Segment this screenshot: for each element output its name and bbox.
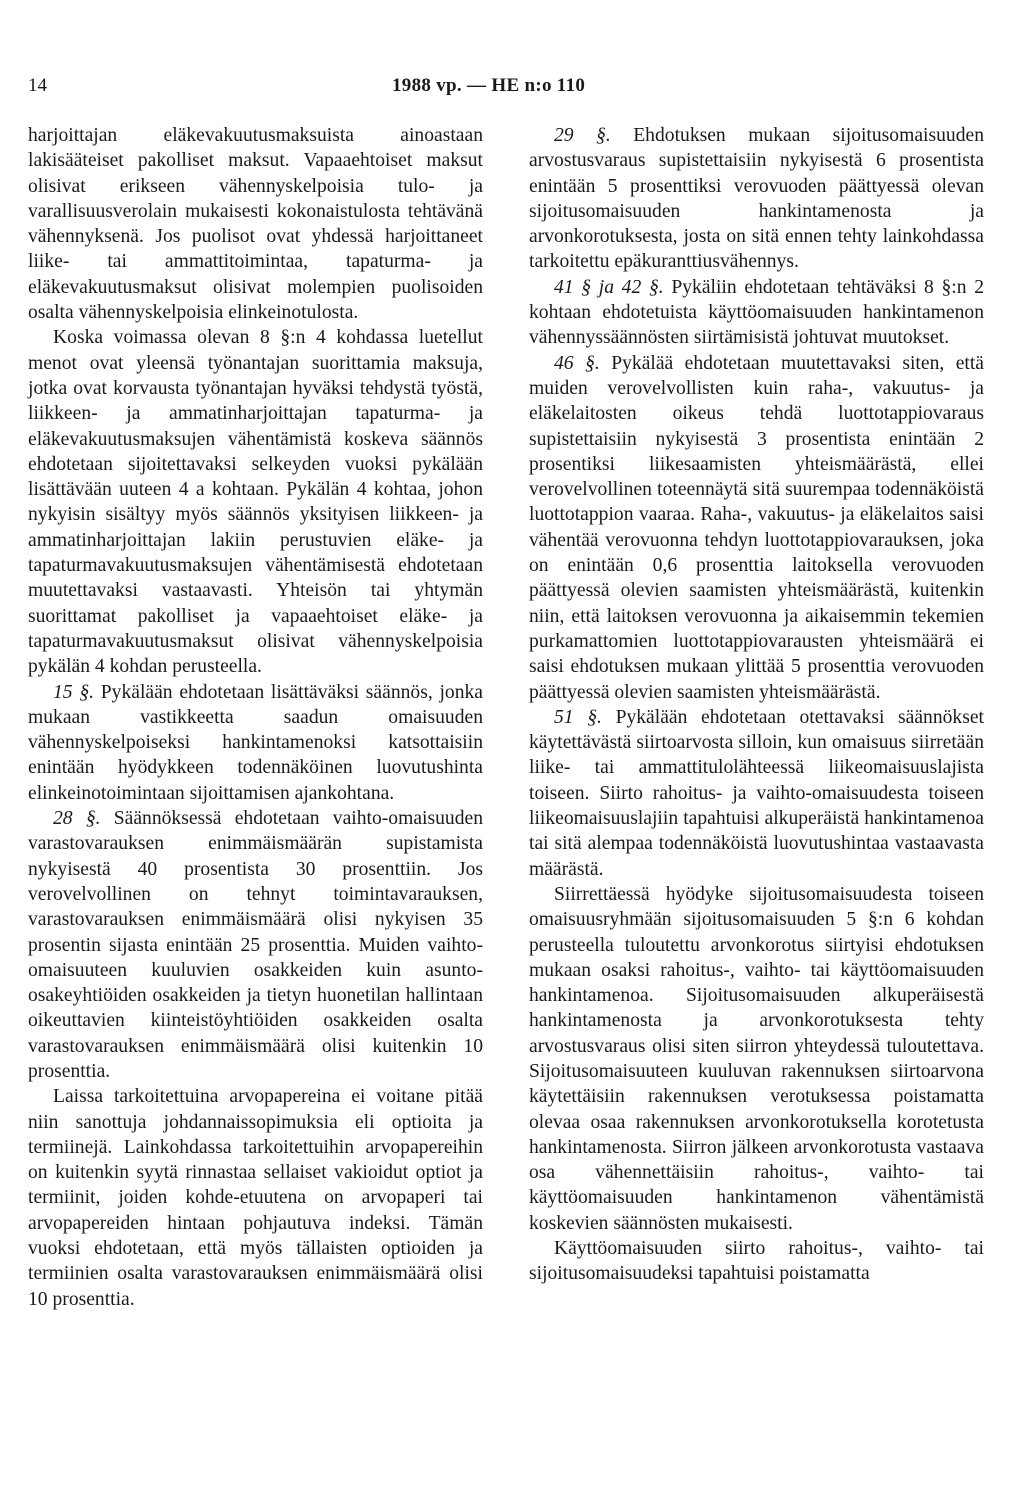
paragraph [529,1236,984,1287]
paragraph [28,806,483,1084]
paragraph [28,1084,483,1312]
section-ref: 15 §. [53,681,95,703]
paragraph [28,123,483,325]
paragraph-text: harjoittajan eläkevakuutusmaksuista ainoastaan lakisääteiset pakolliset maksut. Vapaaehtoiset maksut olisivat erikseen vähennyskelpoisia tulo- ja varallisuusverolain mukaisesti kokonaistulosta tehtävänä vähennyksenä. Jos puolisot ovat yhdessä harjoittaneet liike- tai ammattitoimintaa, tapaturma- ja eläkevakuutusmaksut olisivat molempien puolisoiden osalta vähennyskelpoisia elinkeinotulosta. [28,125,483,324]
paragraph [28,680,483,806]
paragraph-text: Siirrettäessä hyödyke sijoitusomaisuudesta toiseen omaisuusryhmään sijoitusomaisuuden 5 §:n 6 kohdan perusteella tuloutettu arvonkorotus siirtyisi ehdotuksen mukaan osaksi rahoitus-, vaihto- tai käyttöomaisuuden hankintamenoa. Sijoitusomaisuuden alkuperäisestä hankintamenosta ja arvonkorotuksesta tehty arvostusvaraus olisi siten siirron yhteydessä tuloutettava. Sijoitusomaisuuteen kuuluvan rakennuksen siirtoarvona käytettäisiin rakennuksen verotuksessa poistamatta olevaa osaa rakennuksen arvonkorotuksella korotetusta hankintamenosta. Siirron jälkeen arvonkorotusta vastaava osa vähennettäisiin rahoitus-, vaihto- tai käyttöomaisuuden hankintamenon vähentämistä koskevien säännösten mukaisesti. [529,883,984,1234]
paragraph-text: Käyttöomaisuuden siirto rahoitus-, vaihto- tai sijoitusomaisuudeksi tapahtuisi poistamatta [529,1238,984,1285]
paragraph-text: Ehdotuksen mukaan sijoitusomaisuuden arvostusvaraus supistettaisiin nykyisestä 6 prosentista enintään 5 prosenttiksi verovuoden päättyessä olevan sijoitusomaisuuden hankintamenosta ja arvonkorotuksesta, josta on sitä ennen tehty lainkohdassa tarkoitettu epäkuranttiusvähennys. [529,125,984,273]
section-ref: 29 §. [554,125,611,146]
running-head: 1988 vp. — HE n:o 110 [392,75,586,96]
paragraph-text: Säännöksessä ehdotetaan vaihto-omaisuuden varastovarauksen enimmäismäärän supistamista nykyisestä 40 prosentista 30 prosenttiin. Jos verovelvollinen on tehnyt toimintavarauksen, varastovarauksen enimmäismäärä olisi nykyisen 35 prosentin sijasta enintään 25 prosenttia. Muiden vaihto-omaisuuteen kuuluvien osakkeiden kuin asunto-osakeyhtiöiden osakkeiden ja tietyn huonetilan hallintaan oikeuttavien kiinteistöyhtiöiden osakkeiden osalta varastovarauksen enimmäismäärä olisi kuitenkin 10 prosenttia. [28,808,483,1082]
section-ref: 51 §. [554,706,602,728]
paragraph [529,123,984,275]
paragraph [28,325,483,679]
paragraph-text: Laissa tarkoitettuina arvopapereina ei voitane pitää niin sanottuja johdannaissopimuksia eli optioita ja termiinejä. Lainkohdassa tarkoitettuihin arvopapereihin on kuitenkin syytä rinnastaa sellaiset vakioidut optiot ja termiinit, joiden kohde-etuutena on arvopaperi tai arvopapereiden hintaan pohjautuva indeksi. Tämän vuoksi ehdotetaan, että myös tällaisten optioiden ja termiinien osalta varastovarauksen enimmäismäärä olisi 10 prosenttia. [28,1086,483,1310]
paragraph-text: Pykälään ehdotetaan lisättäväksi säännös, jonka mukaan vastikkeetta saadun omaisuuden vähennyskelpoiseksi hankintamenoksi katsottaisiin enintään hyödykkeen todennäköinen luovutushinta elinkeinotoimintaan sijoittamisen ajankohtana. [28,681,483,804]
right-column [529,123,984,1287]
section-ref: 41 § ja 42 §. [554,276,664,298]
page-number: 14 [28,75,47,96]
paragraph [529,275,984,351]
paragraph-text: Koska voimassa olevan 8 §:n 4 kohdassa luetellut menot ovat yleensä työnantajan suorittamia maksuja, jotka ovat korvausta työnantajan hyväksi tehdystä työstä, liikkeen- ja ammatinharjoittajan tapaturma- ja eläkevakuutusmaksujen vähentämistä koskeva säännös ehdotetaan sijoitettavaksi selkeyden vuoksi pykälään lisättävään uuteen 4 a kohtaan. Pykälän 4 kohtaa, johon nykyisin sisältyy myös säännös yksityisen liikkeen- ja ammatinharjoittajan lakiin perustuvien eläke- ja tapaturmavakuutusmaksujen vähentämisestä ehdotetaan muutettavaksi vastaavasti. Yhteisön tai yhtymän suorittamat pakolliset ja vapaaehtoiset eläke- ja tapaturmavakuutusmaksut olisivat vähennyskelpoisia pykälän 4 kohdan perusteella. [28,327,483,678]
paragraph [529,351,984,705]
paragraph [529,882,984,1236]
paragraph [529,705,984,882]
paragraph-text: Pykälään ehdotetaan otettavaksi säännökset käytettävästä siirtoarvosta silloin, kun omaisuus siirretään liike- tai ammattitulolähteessä liikeomaisuuslajista toiseen. Siirto rahoitus- ja vaihto-omaisuudesta toiseen liikeomaisuuslajiin tapahtuisi alkuperäistä hankintamenoa tai sitä alempaa todennäköistä luovutushintaa vastaavasta määrästä. [529,706,984,880]
section-ref: 46 §. [554,352,600,374]
section-ref: 28 §. [53,808,101,830]
left-column [28,123,483,1312]
paragraph-text: Pykäliin ehdotetaan tehtäväksi 8 §:n 2 kohtaan ehdotetuista käyttöomaisuuden hankintamenon vähennyssäännösten siirtämisistä johtuvat muutokset. [529,276,984,349]
paragraph-text: Pykälää ehdotetaan muutettavaksi siten, että muiden verovelvollisten kuin raha-, vakuutus- ja eläkelaitosten oikeus tehdä luottotappiovaraus supistettaisiin nykyisestä 3 prosentista enintään 2 prosentiksi liikesaamisten yhteismäärästä, ellei verovelvollinen toteennäytä sitä suurempaa todennäköistä luottotappion vaaraa. Raha-, vakuutus- ja eläkelaitos saisi vähentää verovuonna tehdyn luottotappiovarauksen, joka on enintään 0,6 prosenttia laitoksella verovuoden päättyessä olevien saamisten yhteismäärästä, kuitenkin niin, että laitoksen verovuonna ja aikaisemmin tekemien purkamattomien luottotappiovarausten yhteismäärä ei saisi ehdotuksen mukaan ylittää 5 prosenttia verovuoden päättyessä olevien saamisten yhteismäärästä. [529,352,984,703]
